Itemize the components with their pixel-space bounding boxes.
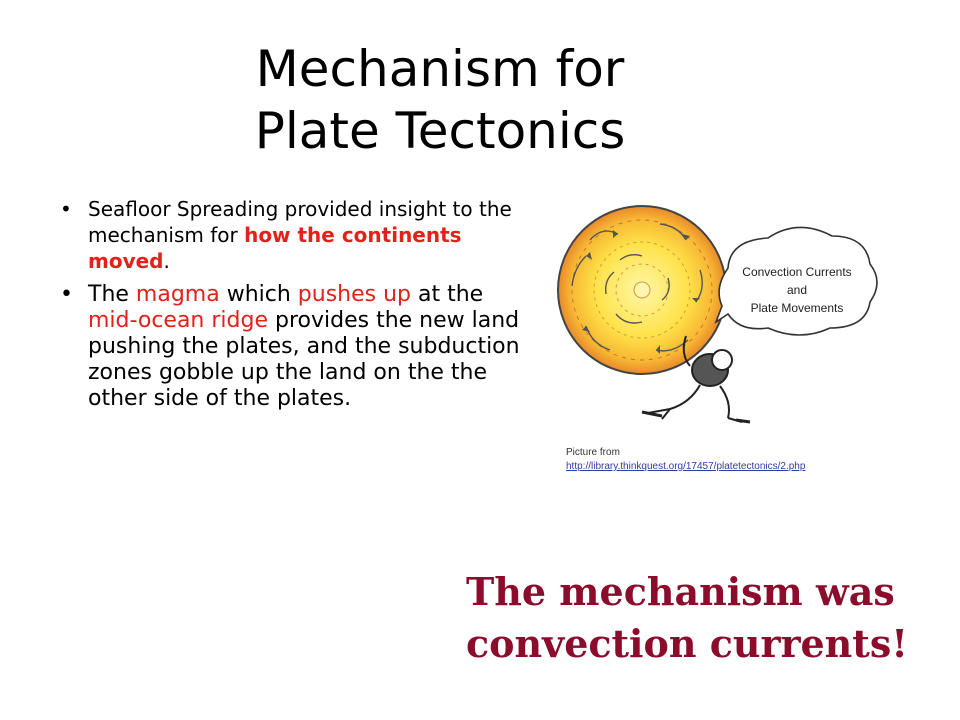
bullet-2-text-a: The — [88, 282, 136, 307]
bullet-item — [58, 196, 528, 274]
bullet-2-text-c: at the — [411, 282, 484, 307]
bubble-line-2: and — [786, 283, 808, 297]
credit-label: Picture from — [566, 447, 620, 458]
title-line-2: Plate Tectonics — [254, 102, 626, 160]
bullet-1-highlight: how the continents moved — [88, 223, 462, 273]
conclusion-line-1: The mechanism was — [466, 569, 895, 614]
bullet-2-text-d: provides the new land pushing the plates, and the subduction zones gobble up the land on the the other side of the plates. — [88, 308, 520, 411]
bullet-item — [58, 282, 528, 412]
bullet-2-text-b: which — [219, 282, 298, 307]
credit-link[interactable]: http://library.thinkquest.org/17457/platetectonics/2.php — [566, 461, 806, 472]
conclusion-line-2: convection currents! — [466, 621, 908, 666]
picture-credit — [566, 446, 805, 474]
bullet-dot: • — [60, 282, 73, 307]
title-line-1: Mechanism for — [255, 40, 625, 98]
bullet-list — [58, 196, 528, 420]
bullet-2-ridge: mid-ocean ridge — [88, 308, 268, 333]
earth-globe — [558, 206, 726, 374]
speech-bubble — [716, 227, 877, 335]
conclusion-text — [466, 566, 936, 670]
bullet-1-end: . — [163, 249, 170, 273]
convection-illustration — [550, 190, 880, 440]
bullet-dot: • — [60, 197, 72, 221]
bullet-2-pushes-up: pushes up — [297, 282, 412, 307]
bubble-line-3: Plate Movements — [750, 301, 844, 315]
bullet-1-text: Seafloor Spreading provided insight to the mechanism for — [88, 197, 512, 247]
slide-title — [180, 38, 700, 162]
bubble-line-1: Convection Currents — [742, 265, 852, 279]
bullet-2-magma: magma — [135, 282, 220, 307]
